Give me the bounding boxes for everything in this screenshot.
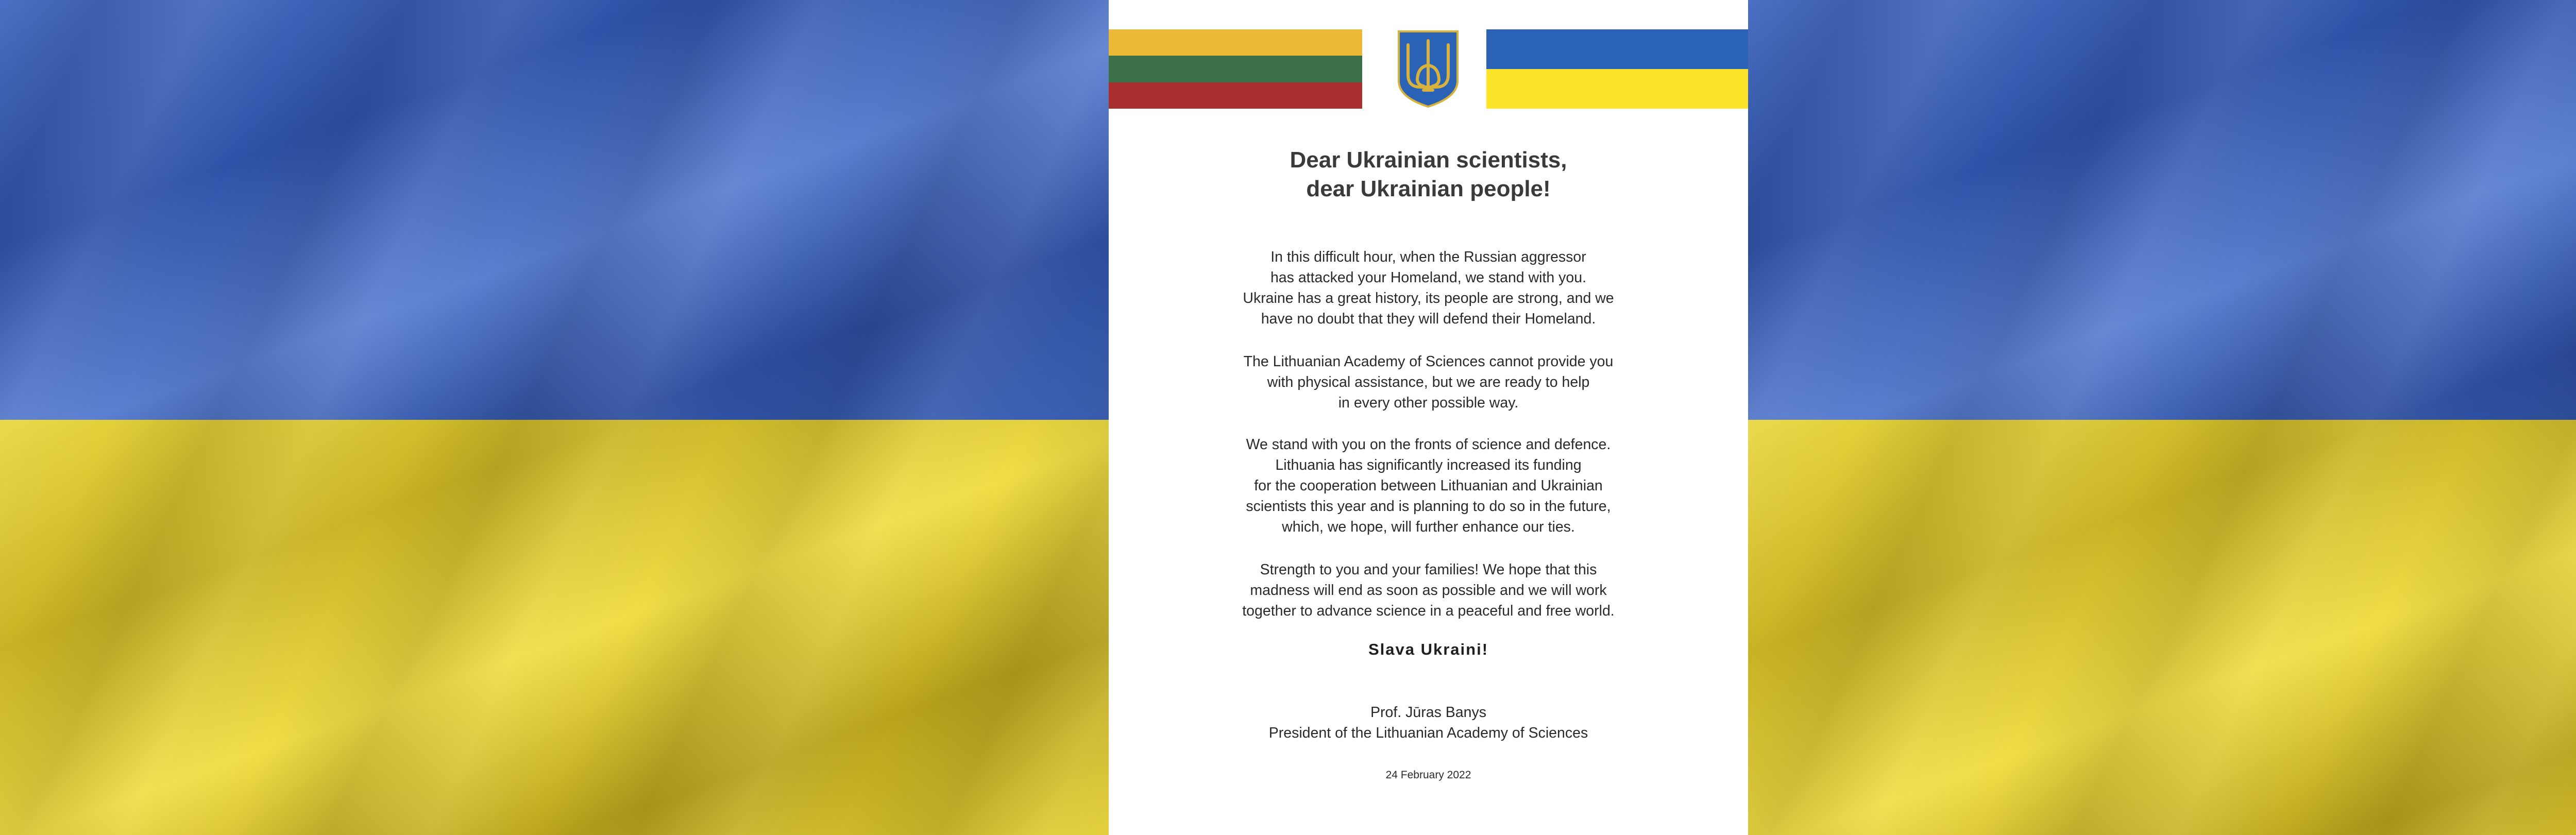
letter-paragraph-2	[1109, 351, 1748, 413]
paragraph-line: together to advance science in a peaceful and free world.	[1242, 603, 1615, 619]
ukraine-trident-icon	[1397, 29, 1460, 108]
paragraph-line: We stand with you on the fronts of science and defence.	[1246, 436, 1611, 453]
lithuania-flag-yellow-stripe	[1109, 29, 1362, 56]
ukraine-flag-blue-stripe	[1486, 29, 1748, 69]
letter-paragraph-1	[1109, 247, 1748, 329]
paragraph-line: has attacked your Homeland, we stand with you.	[1270, 269, 1587, 286]
letter-signature-block	[1109, 702, 1748, 743]
paragraph-line: Lithuania has significantly increased its funding	[1275, 457, 1582, 473]
paragraph-line: madness will end as soon as possible and we will work	[1250, 582, 1607, 599]
greeting-line: dear Ukrainian people!	[1306, 176, 1551, 201]
signer-title: President of the Lithuanian Academy of Sciences	[1268, 725, 1588, 741]
ukraine-flag-background-right	[1748, 0, 2576, 835]
paragraph-line: Ukraine has a great history, its people are strong, and we	[1243, 290, 1614, 306]
lithuania-flag-green-stripe	[1109, 56, 1362, 82]
letter-paragraph-4	[1109, 559, 1748, 621]
paragraph-line: have no doubt that they will defend their Homeland.	[1261, 311, 1596, 327]
paragraph-line: scientists this year and is planning to do so in the future,	[1246, 498, 1611, 515]
ukraine-flag-icon	[1486, 29, 1748, 109]
paragraph-line: for the cooperation between Lithuanian and Ukrainian	[1254, 478, 1603, 494]
greeting-line: Dear Ukrainian scientists,	[1290, 147, 1567, 173]
letter-slogan: Slava Ukraini!	[1368, 640, 1489, 658]
ukraine-flag-background-left	[0, 0, 1109, 835]
letter-paragraph-3	[1109, 434, 1748, 537]
letter-panel	[1109, 0, 1748, 835]
paragraph-line: Strength to you and your families! We hope that this	[1260, 561, 1597, 578]
paragraph-line: The Lithuanian Academy of Sciences cannot provide you	[1243, 353, 1614, 370]
letter-date: 24 February 2022	[1385, 769, 1471, 781]
lithuania-flag-red-stripe	[1109, 82, 1362, 109]
flag-fabric-folds	[1748, 0, 2576, 835]
paragraph-line: in every other possible way.	[1338, 395, 1519, 411]
paragraph-line: In this difficult hour, when the Russian aggressor	[1270, 249, 1586, 265]
paragraph-line: with physical assistance, but we are ready to help	[1267, 374, 1590, 390]
paragraph-line: which, we hope, will further enhance our ties.	[1282, 519, 1575, 535]
flag-fabric-folds	[0, 0, 1109, 835]
letter-greeting	[1109, 146, 1748, 203]
signer-name: Prof. Jūras Banys	[1370, 704, 1486, 721]
lithuania-flag-icon	[1109, 29, 1362, 109]
ukraine-flag-yellow-stripe	[1486, 69, 1748, 109]
